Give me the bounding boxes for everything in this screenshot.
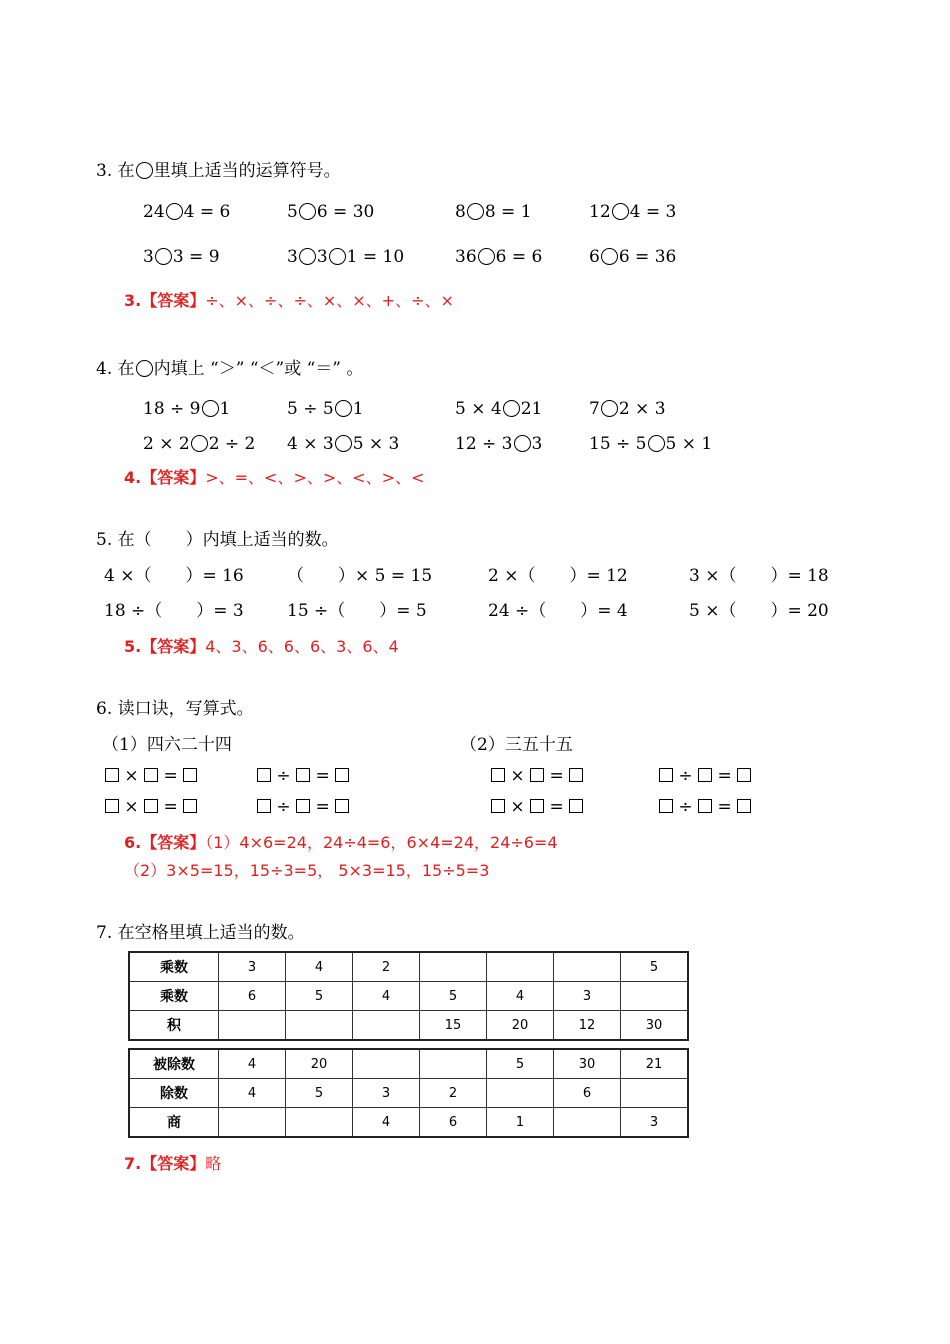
blank-box[interactable] [105,799,119,813]
table-cell: 3 [219,952,286,982]
q3-item: 24 4 = 6 [143,202,231,222]
table-row [129,1011,688,1041]
q4-title: 4. 在 内填上 “＞” “＜”或 “＝” 。 [96,359,364,379]
row-header: 商 [129,1108,219,1138]
blank-circle[interactable] [299,203,316,220]
table-cell: 6 [554,1079,621,1108]
q6-equation: ÷ = [257,797,349,817]
circle-icon [136,360,153,377]
q4-item: 2 × 2 2 ÷ 2 [143,434,256,454]
blank-box[interactable] [698,799,712,813]
blank-circle[interactable] [503,400,520,417]
blank-box[interactable] [491,768,505,782]
blank-box[interactable] [183,799,197,813]
q3-item: 6 6 = 36 [589,247,677,267]
q6-title: 6. 读口诀，写算式。 [96,699,254,719]
q5-title: 5. 在（ ）内填上适当的数。 [96,530,339,550]
table-cell[interactable] [621,1079,689,1108]
table-cell: 4 [219,1049,286,1079]
blank-circle[interactable] [601,400,618,417]
row-header: 除数 [129,1079,219,1108]
q5-item: 2 ×（ ）= 12 [488,566,628,586]
q5-item: 18 ÷（ ）= 3 [104,601,244,621]
table-cell: 20 [487,1011,554,1041]
q4-item: 12 ÷ 3 3 [455,434,543,454]
q5-answer: 5.【答案】4、3、6、6、6、3、6、4 [124,637,399,656]
table-cell: 21 [621,1049,689,1079]
blank-circle[interactable] [335,400,352,417]
q5-item: （ ）× 5 = 15 [287,566,433,586]
table-cell: 2 [353,952,420,982]
table-cell: 15 [420,1011,487,1041]
blank-box[interactable] [144,799,158,813]
q6-answer-line2: （2）3×5=15，15÷3=5， 5×3=15，15÷5=3 [124,861,490,880]
table-row [129,1049,688,1079]
q3-item: 36 6 = 6 [455,247,543,267]
blank-box[interactable] [659,768,673,782]
table-cell: 20 [286,1049,353,1079]
table-row [129,952,688,982]
table-row [129,1079,688,1108]
blank-box[interactable] [737,799,751,813]
table-cell: 6 [420,1108,487,1138]
q7-title: 7. 在空格里填上适当的数。 [96,923,305,943]
row-header: 乘数 [129,982,219,1011]
q6-equation: ÷ = [659,797,751,817]
table-row [129,1108,688,1138]
division-table [128,1048,689,1138]
blank-circle[interactable] [514,435,531,452]
blank-circle[interactable] [155,248,172,265]
q3-title-post: 里填上适当的运算符号。 [153,161,341,181]
table-cell: 4 [219,1079,286,1108]
q6-equation: × = [491,766,583,786]
table-cell: 3 [353,1079,420,1108]
blank-box[interactable] [530,768,544,782]
blank-circle[interactable] [648,435,665,452]
table-cell[interactable] [219,1108,286,1138]
blank-box[interactable] [257,768,271,782]
blank-box[interactable] [659,799,673,813]
table-cell[interactable] [353,1011,420,1041]
q6-equation: ÷ = [257,766,349,786]
table-cell: 4 [353,982,420,1011]
blank-circle[interactable] [478,248,495,265]
q3-item: 12 4 = 3 [589,202,677,222]
table-cell: 2 [420,1079,487,1108]
q5-item: 15 ÷（ ）= 5 [287,601,427,621]
table-cell: 1 [487,1108,554,1138]
table-cell: 4 [353,1108,420,1138]
q6-equation: × = [105,766,197,786]
blank-box[interactable] [698,768,712,782]
q5-item: 3 ×（ ）= 18 [689,566,829,586]
blank-box[interactable] [105,768,119,782]
blank-box[interactable] [296,799,310,813]
q5-item: 4 ×（ ）= 16 [104,566,244,586]
table-cell: 12 [554,1011,621,1041]
table-cell[interactable] [353,1049,420,1079]
blank-box[interactable] [569,768,583,782]
q6-equation: ÷ = [659,766,751,786]
q3-item: 5 6 = 30 [287,202,375,222]
blank-box[interactable] [183,768,197,782]
q4-item: 15 ÷ 5 5 × 1 [589,434,713,454]
q4-answer: 4.【答案】>、=、<、>、>、<、>、< [124,468,425,487]
table-cell: 5 [621,952,689,982]
q3-title [96,156,341,181]
table-cell: 5 [286,1079,353,1108]
table-cell: 4 [487,982,554,1011]
blank-circle[interactable] [601,248,618,265]
table-cell[interactable] [487,952,554,982]
row-header: 乘数 [129,952,219,982]
q7-answer: 7.【答案】略 [124,1154,222,1173]
q3-title-pre: 3. 在 [96,161,135,181]
table-cell[interactable] [420,952,487,982]
table-cell: 5 [286,982,353,1011]
row-header: 积 [129,1011,219,1041]
blank-circle[interactable] [166,203,183,220]
blank-box[interactable] [335,768,349,782]
table-cell: 5 [487,1049,554,1079]
table-cell[interactable] [554,1108,621,1138]
q3-item: 3 3 1 = 10 [287,247,405,267]
q3-item: 8 8 = 1 [455,202,532,222]
table-cell: 30 [621,1011,689,1041]
q6-part1: （1）四六二十四 [102,735,232,755]
circle-icon [136,162,153,179]
blank-box[interactable] [296,768,310,782]
table-cell: 5 [420,982,487,1011]
table-cell[interactable] [286,1108,353,1138]
q4-item: 18 ÷ 9 1 [143,399,231,419]
q5-item: 24 ÷（ ）= 4 [488,601,628,621]
blank-circle[interactable] [612,203,629,220]
blank-box[interactable] [530,799,544,813]
blank-circle[interactable] [299,248,316,265]
table-cell[interactable] [487,1079,554,1108]
blank-circle[interactable] [467,203,484,220]
blank-box[interactable] [144,768,158,782]
q6-part2: （2）三五十五 [460,735,573,755]
table-cell[interactable] [219,1011,286,1041]
q3-item: 3 3 = 9 [143,247,220,267]
blank-circle[interactable] [202,400,219,417]
q6-equation: × = [105,797,197,817]
table-cell: 3 [554,982,621,1011]
q5-item: 5 ×（ ）= 20 [689,601,829,621]
table-cell: 6 [219,982,286,1011]
q3-answer: 3.【答案】÷、×、÷、÷、×、×、+、÷、× [124,291,454,310]
blank-box[interactable] [569,799,583,813]
blank-circle[interactable] [191,435,208,452]
table-cell: 30 [554,1049,621,1079]
blank-circle[interactable] [329,248,346,265]
q6-answer: 6.【答案】（1）4×6=24，24÷4=6，6×4=24，24÷6=4 [124,833,558,852]
table-cell[interactable] [420,1049,487,1079]
q4-item: 5 × 4 21 [455,399,543,419]
table-cell: 3 [621,1108,689,1138]
blank-box[interactable] [257,799,271,813]
blank-box[interactable] [491,799,505,813]
table-cell[interactable] [554,952,621,982]
blank-box[interactable] [737,768,751,782]
blank-box[interactable] [335,799,349,813]
table-cell[interactable] [621,982,689,1011]
q4-item: 5 ÷ 5 1 [287,399,364,419]
q4-item: 7 2 × 3 [589,399,666,419]
row-header: 被除数 [129,1049,219,1079]
table-row [129,982,688,1011]
q4-item: 4 × 3 5 × 3 [287,434,400,454]
multiplication-table [128,951,689,1041]
table-cell: 4 [286,952,353,982]
q6-equation: × = [491,797,583,817]
blank-circle[interactable] [335,435,352,452]
table-cell[interactable] [286,1011,353,1041]
